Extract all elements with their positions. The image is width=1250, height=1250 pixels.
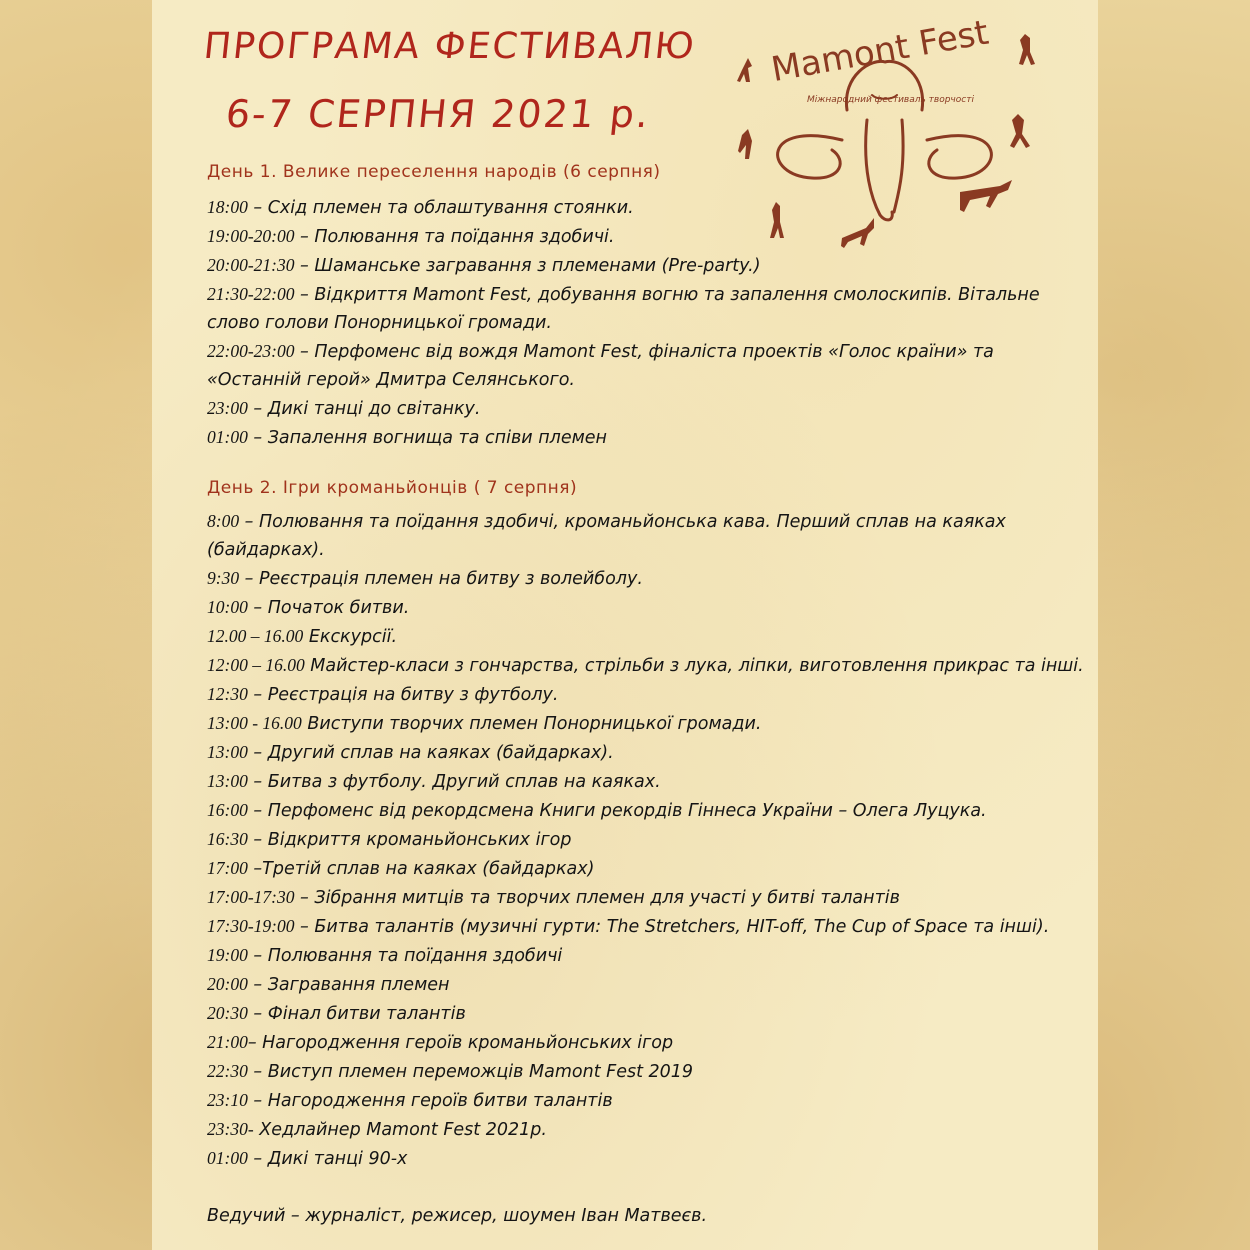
schedule-item	[207, 193, 1087, 222]
schedule-text: – Відкриття кроманьйонських ігор	[247, 830, 572, 850]
schedule-item	[207, 709, 1087, 738]
schedule-time: 17:00	[207, 858, 248, 878]
schedule-text: – Відкриття Mamont Fest, добування вогню та запалення смолоскипів. Вітальне слово голови Понорницької громади.	[207, 285, 1040, 333]
schedule-item	[207, 1144, 1087, 1173]
schedule-time: 12:30	[207, 684, 248, 704]
schedule-time: 13:00	[207, 742, 248, 762]
schedule-text: – Реєстрація племен на битву з волейболу.	[239, 569, 643, 589]
program-title: ПРОГРАМА ФЕСТИВАЛЮ	[201, 26, 698, 67]
schedule-time: 10:00	[207, 597, 248, 617]
schedule-text: – Схід племен та облаштування стоянки.	[247, 198, 634, 218]
schedule-time: 23:30-	[207, 1119, 254, 1139]
festival-poster	[152, 0, 1098, 1250]
schedule-time: 13:00 - 16.00	[207, 713, 302, 733]
schedule-text: – Шаманське загравання з племенами (Pre-party.)	[294, 256, 761, 276]
schedule-text: – Дикі танці 90-х	[247, 1149, 408, 1169]
archer-figure	[738, 129, 752, 159]
schedule-text: – Полювання та поїдання здобичі.	[294, 227, 615, 247]
schedule-text: – Зібрання митців та творчих племен для участі у битві талантів	[294, 888, 900, 908]
schedule-text: –Третій сплав на каяках (байдарках)	[247, 859, 595, 879]
schedule-time: 20:30	[207, 1003, 248, 1023]
schedule-text: – Полювання та поїдання здобичі	[247, 946, 563, 966]
schedule-time: 16:00	[207, 800, 248, 820]
schedule-time: 01:00	[207, 427, 248, 447]
schedule-item	[207, 970, 1087, 999]
schedule-item	[207, 423, 1087, 452]
schedule-item	[207, 825, 1087, 854]
schedule-item	[207, 738, 1087, 767]
schedule-item	[207, 941, 1087, 970]
schedule-item	[207, 1028, 1087, 1057]
schedule-item	[207, 680, 1087, 709]
hunter-figure-1	[737, 58, 752, 82]
schedule-text: – Нагородження героїв кроманьйонських ігор	[247, 1033, 674, 1053]
schedule-item	[207, 394, 1087, 423]
schedule-text: – Реєстрація на битву з футболу.	[247, 685, 559, 705]
schedule-item	[207, 337, 1087, 394]
schedule-text: – Початок битви.	[247, 598, 410, 618]
schedule-text: – Другий сплав на каяках (байдарках).	[247, 743, 614, 763]
schedule-item	[207, 796, 1087, 825]
schedule-text: – Нагородження героїв битви талантів	[247, 1091, 613, 1111]
schedule-item	[207, 622, 1087, 651]
schedule-text: – Дикі танці до світанку.	[247, 399, 481, 419]
hunter-figure-2	[1019, 34, 1035, 65]
schedule-time: 20:00-21:30	[207, 255, 295, 275]
schedule-text: – Виступ племен переможців Mamont Fest 2019	[247, 1062, 694, 1082]
logo-tagline: Міжнародний фестиваль творчості	[807, 95, 974, 105]
schedule-time: 01:00	[207, 1148, 248, 1168]
day2-heading: День 2. Ігри кроманьйонців ( 7 серпня)	[207, 478, 578, 498]
schedule-item	[207, 912, 1087, 941]
schedule-time: 12.00 – 16.00	[207, 626, 304, 646]
schedule-text: – Перфоменс від вождя Mamont Fest, фіналіста проектів «Голос країни» та «Останній герой» Дмитра Селянського.	[207, 342, 994, 390]
schedule-item	[207, 1086, 1087, 1115]
schedule-time: 17:00-17:30	[207, 887, 295, 907]
schedule-item	[207, 651, 1087, 680]
schedule-item	[207, 251, 1087, 280]
schedule-time: 21:30-22:00	[207, 284, 295, 304]
schedule-item	[207, 593, 1087, 622]
schedule-item	[207, 854, 1087, 883]
schedule-time: 20:00	[207, 974, 248, 994]
schedule-time: 18:00	[207, 197, 248, 217]
schedule-time: 23:00	[207, 398, 248, 418]
schedule-text: – Полювання та поїдання здобичі, кроманьйонська кава. Перший сплав на каяках (байдарках).	[207, 512, 1006, 560]
logo-name: Mamont Fest	[768, 12, 992, 91]
schedule-item	[207, 280, 1087, 337]
schedule-item	[207, 564, 1087, 593]
schedule-time: 19:00	[207, 945, 248, 965]
schedule-text: – Битва талантів (музичні гурти: The Stretchers, HIT-off, The Cup of Space та інші).	[294, 917, 1050, 937]
schedule-item	[207, 222, 1087, 251]
left-tusk	[778, 136, 842, 179]
schedule-time: 12:00 – 16.00	[207, 655, 305, 675]
schedule-text: Хедлайнер Mamont Fest 2021р.	[253, 1120, 547, 1140]
right-tusk	[927, 136, 991, 179]
schedule-text: – Битва з футболу. Другий сплав на каяках.	[247, 772, 661, 792]
program-dates: 6-7 СЕРПНЯ 2021 р.	[223, 92, 653, 136]
schedule-time: 22:00-23:00	[207, 341, 295, 361]
schedule-time: 19:00-20:00	[207, 226, 295, 246]
schedule-time: 17:30-19:00	[207, 916, 295, 936]
schedule-text: Майстер-класи з гончарства, стрільби з лука, ліпки, виготовлення прикрас та інші.	[304, 656, 1084, 676]
day1-schedule	[207, 193, 1087, 452]
schedule-item	[207, 999, 1087, 1028]
schedule-time: 9:30	[207, 568, 240, 588]
schedule-time: 16:30	[207, 829, 248, 849]
schedule-text: Екскурсії.	[303, 627, 398, 647]
schedule-text: – Загравання племен	[247, 975, 450, 995]
schedule-item	[207, 767, 1087, 796]
schedule-text: – Перфоменс від рекордсмена Книги рекордів Гіннеса України – Олега Луцука.	[247, 801, 987, 821]
schedule-time: 23:10	[207, 1090, 248, 1110]
schedule-item	[207, 1057, 1087, 1086]
day1-heading: День 1. Велике переселення народів (6 серпня)	[207, 162, 661, 182]
schedule-time: 22:30	[207, 1061, 248, 1081]
runner-figure	[1010, 114, 1030, 148]
schedule-time: 21:00	[207, 1032, 248, 1052]
host-info: Ведучий – журналіст, режисер, шоумен Іван Матвеєв.	[207, 1206, 708, 1226]
day2-schedule	[207, 507, 1087, 1173]
schedule-time: 8:00	[207, 511, 240, 531]
schedule-time: 13:00	[207, 771, 248, 791]
schedule-text: – Запалення вогнища та співи племен	[247, 428, 607, 448]
schedule-item	[207, 507, 1087, 564]
schedule-item	[207, 1115, 1087, 1144]
schedule-text: – Фінал битви талантів	[247, 1004, 466, 1024]
schedule-item	[207, 883, 1087, 912]
schedule-text: Виступи творчих племен Понорницької громади.	[301, 714, 762, 734]
